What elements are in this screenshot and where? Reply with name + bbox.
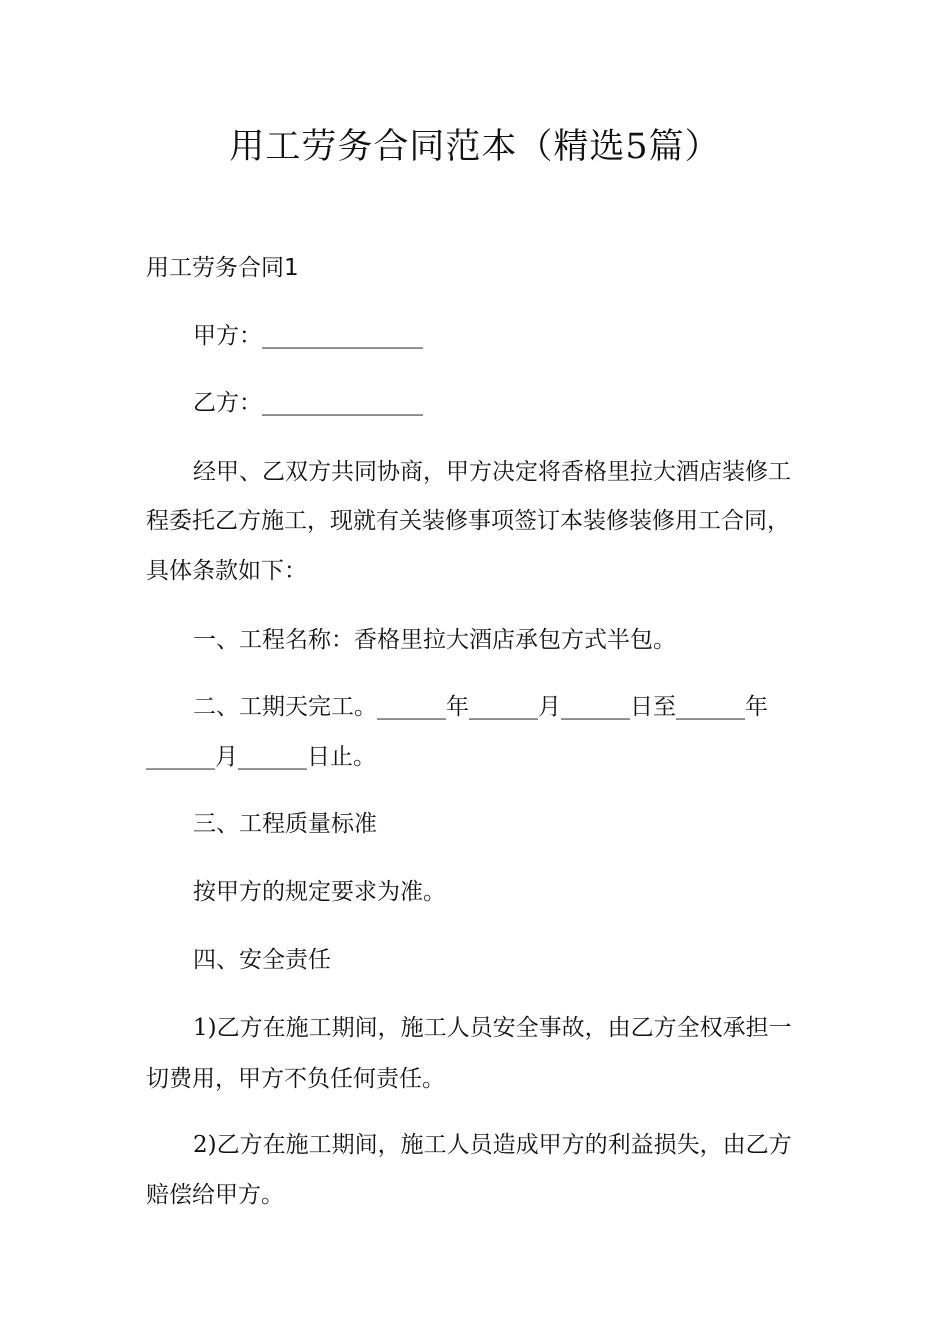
intro-line-3: 具体条款如下： (146, 558, 307, 584)
clause-4-item-1-line-1: 1)乙方在施工期间，施工人员安全事故，由乙方全权承担一 (193, 1015, 792, 1041)
clause-2-line-2: ______月______日止。 (146, 744, 376, 770)
clause-4-item-2-line-2: 赔偿给甲方。 (146, 1182, 284, 1208)
party-b-line: 乙方：______________ (193, 390, 423, 416)
clause-2-line-1: 二、工期天完工。______年______月______日至______年 (193, 694, 768, 720)
clause-4-heading: 四、安全责任 (193, 947, 331, 973)
document-title: 用工劳务合同范本（精选5篇） (229, 127, 721, 167)
intro-line-1: 经甲、乙双方共同协商，甲方决定将香格里拉大酒店装修工 (193, 459, 791, 485)
clause-1: 一、工程名称：香格里拉大酒店承包方式半包。 (193, 627, 676, 653)
clause-4-item-1-line-2: 切费用，甲方不负任何责任。 (146, 1066, 445, 1092)
clause-4-item-2-line-1: 2)乙方在施工期间，施工人员造成甲方的利益损失，由乙方 (193, 1132, 792, 1158)
clause-3-heading: 三、工程质量标准 (193, 811, 377, 837)
clause-3-text: 按甲方的规定要求为准。 (193, 879, 446, 905)
section-heading: 用工劳务合同1 (146, 255, 299, 281)
intro-line-2: 程委托乙方施工，现就有关装修事项签订本装修装修用工合同， (146, 508, 790, 534)
party-a-line: 甲方：______________ (193, 323, 423, 349)
